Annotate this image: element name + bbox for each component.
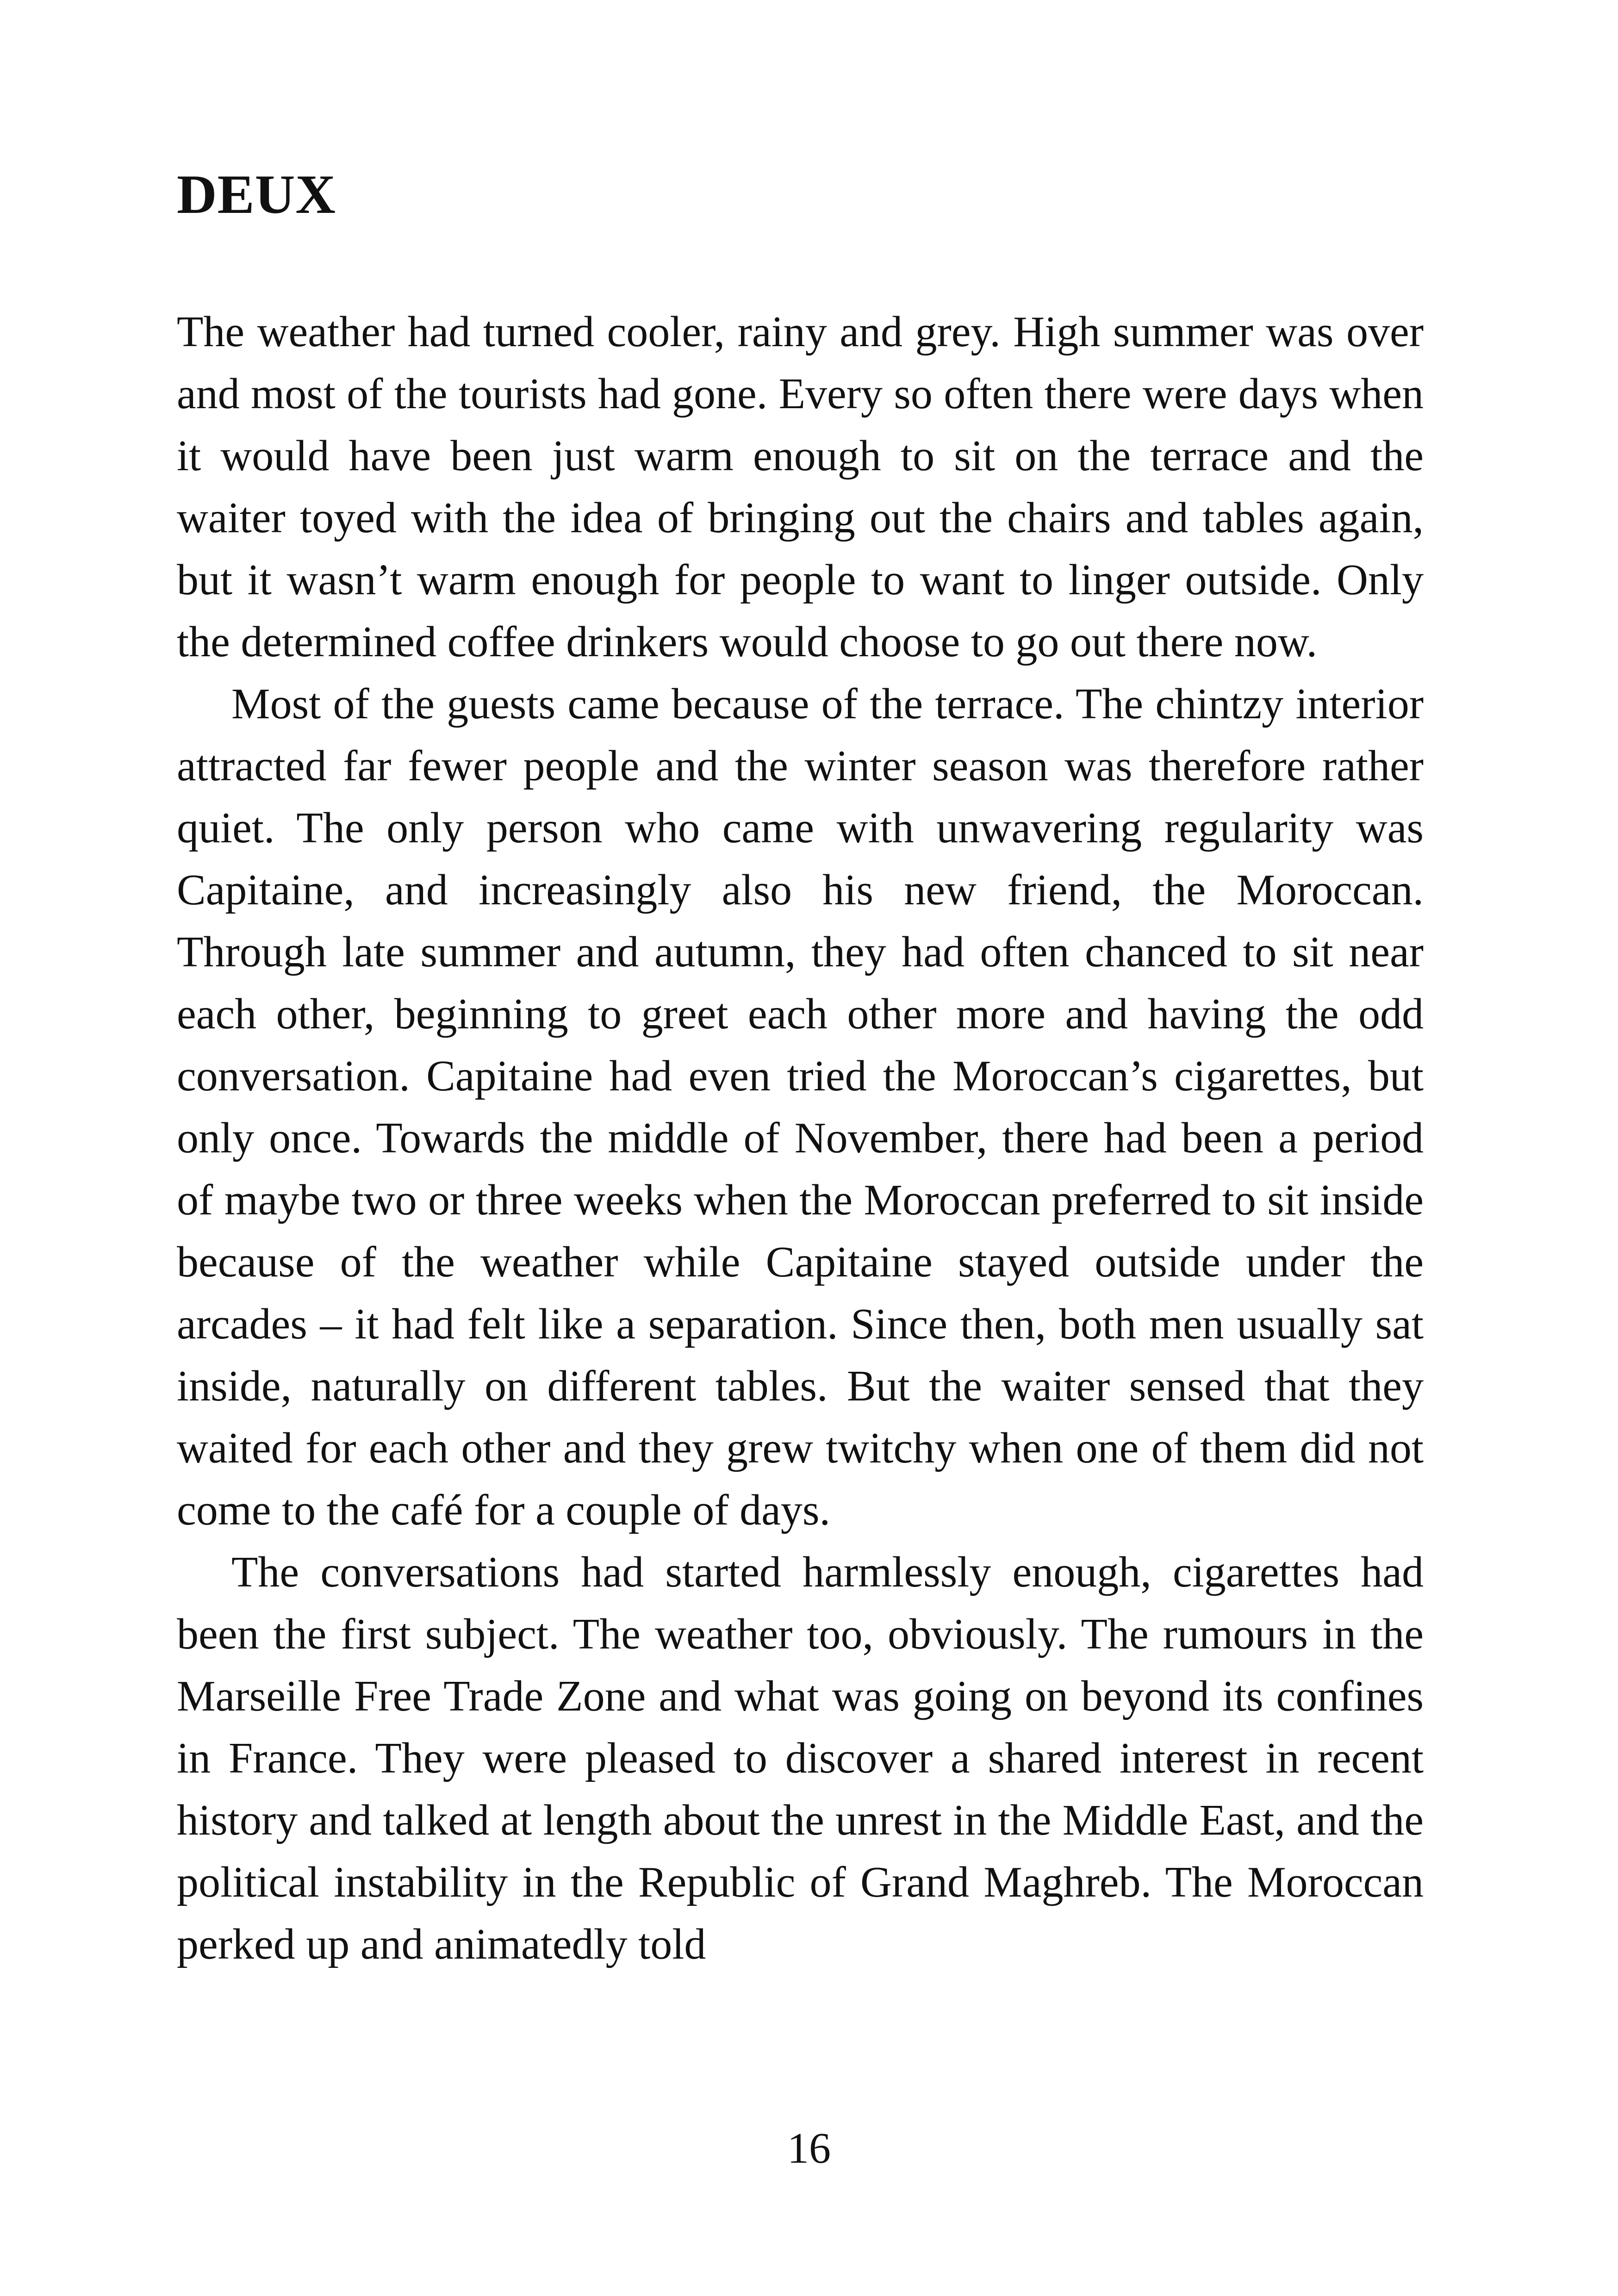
chapter-title: DEUX	[177, 163, 336, 225]
paragraph-2: Most of the guests came because of the terrace. The chintzy interior attracted far fewer people and the winter season was therefore rather quiet. The only person who came with unwavering regularity was Capitaine, and increasingly also his new friend, the Moroccan. Through late summer and autumn, they had often chanced to sit near each other, beginning to greet each other more and having the odd conversation. Capitaine had even tried the Moroccan’s cigarettes, but only once. Towards the middle of November, there had been a period of maybe two or three weeks when the Moroccan preferred to sit inside because of the weather while Capitaine stayed outside under the arcades – it had felt like a separation. Since then, both men usually sat inside, naturally on different tables. But the waiter sensed that they waited for each other and they grew twitchy when one of them did not come to the café for a couple of days.	[177, 680, 1424, 1534]
paragraph-3: The conversations had started harmlessly enough, cigarettes had been the first subject. The weather too, obviously. The rumours in the Marseille Free Trade Zone and what was going on beyond its confines in France. They were pleased to discover a shared interest in recent history and talked at length about the unrest in the Middle East, and the political instability in the Republic of Grand Maghreb. The Moroccan perked up and animatedly told	[177, 1548, 1424, 1968]
page-number: 16	[787, 2124, 831, 2172]
body-text	[177, 301, 1424, 1975]
paragraph-1: The weather had turned cooler, rainy and grey. High summer was over and most of the tourists had gone. Every so often there were days when it would have been just warm enough to sit on the terrace and the waiter toyed with the idea of bringing out the chairs and tables again, but it wasn’t warm enough for people to want to linger outside. Only the determined coffee drinkers would choose to go out there now.	[177, 308, 1424, 666]
